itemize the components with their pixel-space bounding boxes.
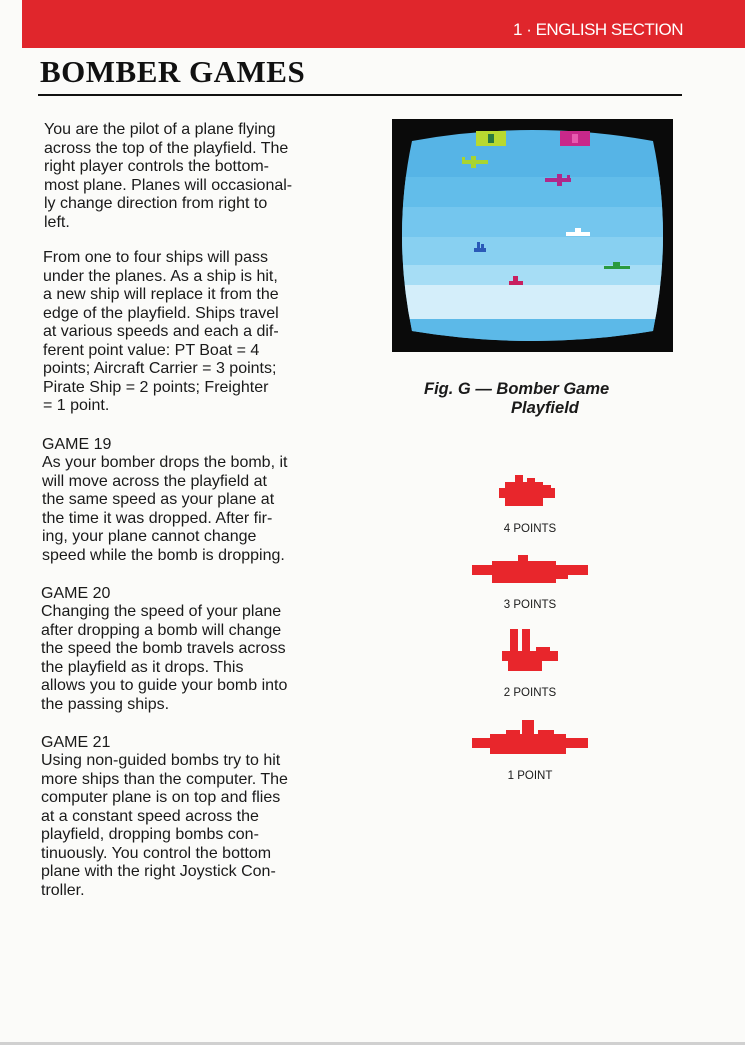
header-bar [22,0,745,48]
pt-boat-icon [495,472,565,512]
points-label: 2 POINTS [503,687,557,699]
section-label: 1 · ENGLISH SECTION [513,20,683,39]
game-text: Changing the speed of your plane after dropping a bomb will change the speed the bomb travels across the playfield as it drops. This allows you to guide your bomb into the passing ships. [41,603,288,713]
points-label: 1 POINT [507,770,553,782]
page-title: BOMBER GAMES [40,54,306,89]
points-label: 3 POINTS [503,599,557,611]
aircraft-carrier-icon [470,553,590,589]
game-text: As your bomber drops the bomb, it will move across the playfield at the same speed as your plane at the time it was dropped. After fir- ing, your plane cannot change speed while the bomb is dropping. [42,454,288,564]
intro-paragraph: From one to four ships will pass under the planes. As a ship is hit, a new ship will replace it from the edge of the playfield. Ships travel at various speeds and each a dif- ferent point value: PT Boat = 4 points; Aircraft Carrier = 3 points; Pirate Ship = 2 points; Freighter = 1 point. [43,249,279,414]
game-20-block [41,584,351,714]
intro-paragraph: You are the pilot of a plane flying across the top of the playfield. The right player controls the bottom- most plane. Planes will occasional- ly change direction from right to left. [44,121,293,231]
game-21-block [41,733,351,900]
title-divider [38,94,682,96]
intro-block [44,121,354,232]
game-heading: GAME 20 [41,585,111,602]
game-heading: GAME 21 [41,734,111,751]
caption-line: Fig. G — Bomber Game [424,380,610,398]
playfield-figure [392,119,673,352]
figure-caption [392,380,673,418]
points-label: 4 POINTS [503,523,557,535]
caption-line: Playfield [511,399,579,417]
game-text: Using non-guided bombs try to hit more ships than the computer. The computer plane is on top and flies at a constant speed across the playfield, dropping bombs con- tinuously. You control the bottom plane with the right Joystick Con- troller. [41,752,288,899]
game-heading: GAME 19 [42,436,112,453]
freighter-icon [470,716,590,760]
pirate-ship-icon [496,627,562,677]
intro-block [43,249,353,416]
game-19-block [42,435,352,565]
